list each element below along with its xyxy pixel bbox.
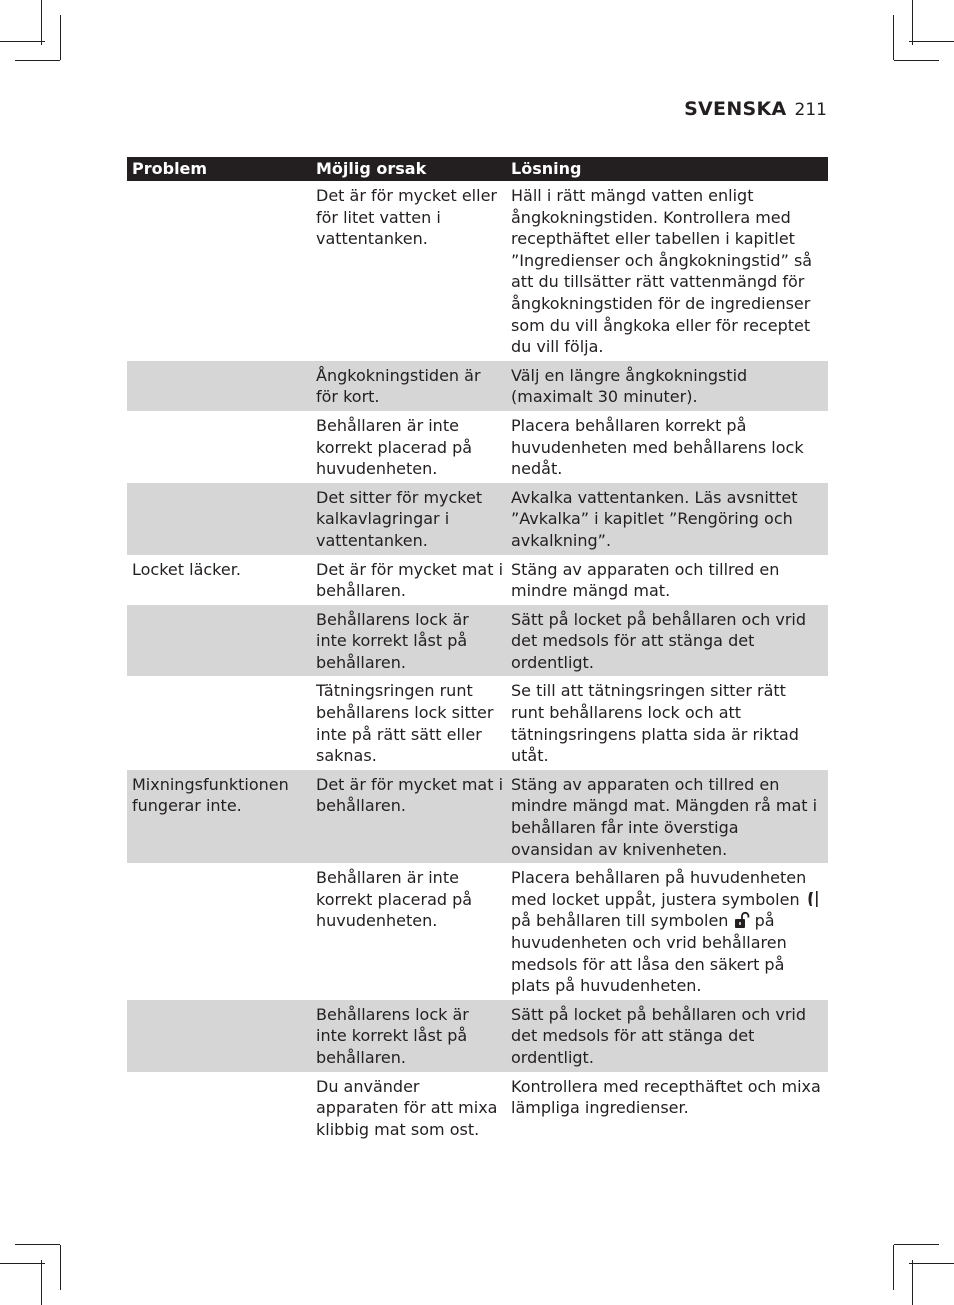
solution-cell: Sätt på locket på behållaren och vrid det medsols för att stänga det ordentligt. <box>511 1004 807 1067</box>
page-header <box>684 98 827 120</box>
problem-cell <box>127 1000 310 1072</box>
table-row <box>127 676 828 769</box>
solution-cell: Avkalka vattentanken. Läs avsnittet ”Avkalka” i kapitlet ”Rengöring och avkalkning”. <box>511 487 798 550</box>
jar-symbol-icon <box>805 890 821 908</box>
solution-text: på huvudenheten och vrid behållaren medsols för att låsa den säkert på plats på huvudenheten. <box>511 911 787 996</box>
crop-mark <box>41 1260 42 1305</box>
cause-cell: Behållarens lock är inte korrekt låst på behållaren. <box>316 609 469 672</box>
solution-cell: Stäng av apparaten och tillred en mindre mängd mat. <box>511 559 780 601</box>
solution-cell: Sätt på locket på behållaren och vrid det medsols för att stänga det ordentligt. <box>511 609 807 672</box>
crop-mark <box>0 1263 45 1264</box>
crop-mark <box>912 0 913 45</box>
column-header-solution: Lösning <box>511 159 582 179</box>
solution-cell: Häll i rätt mängd vatten enligt ångkokningstiden. Kontrollera med recepthäftet eller tabellen i kapitlet ”Ingredienser och ångkokningstid” så att du tillsätter rätt vattenmängd för ångkokningstiden för de ingredienser som du vill ångkoka eller för receptet du vill följa. <box>511 186 813 357</box>
crop-mark <box>0 41 45 42</box>
crop-mark <box>15 1244 60 1245</box>
cause-cell: Du använder apparaten för att mixa klibbig mat som ost. <box>316 1076 498 1139</box>
problem-cell <box>127 411 310 483</box>
problem-cell <box>127 483 310 555</box>
cause-cell: Det är för mycket eller för litet vatten i vattentanken. <box>316 186 497 249</box>
solution-cell: Kontrollera med recepthäftet och mixa lämpliga ingredienser. <box>511 1076 821 1118</box>
cause-cell: Det sitter för mycket kalkavlagringar i vattentanken. <box>316 487 483 550</box>
problem-cell <box>127 1072 310 1144</box>
table-row <box>127 863 828 1000</box>
solution-text: på behållaren till symbolen <box>511 911 729 931</box>
page-number: 211 <box>794 100 827 120</box>
cause-cell: Det är för mycket mat i behållaren. <box>316 559 504 601</box>
table-header <box>127 157 828 181</box>
table-row <box>127 181 828 361</box>
solution-cell: Se till att tätningsringen sitter rätt runt behållarens lock och att tätningsringens platta sida är riktad utåt. <box>511 681 799 766</box>
unlock-icon <box>734 911 750 929</box>
crop-mark <box>894 60 939 61</box>
cause-cell: Behållaren är inte korrekt placerad på huvudenheten. <box>316 415 473 479</box>
crop-mark <box>894 1244 939 1245</box>
table-row <box>127 555 828 605</box>
crop-mark <box>912 1260 913 1305</box>
crop-mark <box>893 1245 894 1290</box>
crop-mark <box>60 1245 61 1290</box>
cause-cell: Behållaren är inte korrekt placerad på huvudenheten. <box>316 868 473 931</box>
problem-cell: Mixningsfunktionen fungerar inte. <box>132 774 289 816</box>
column-header-cause: Möjlig orsak <box>316 159 427 179</box>
cause-cell: Behållarens lock är inte korrekt låst på behållaren. <box>316 1004 469 1067</box>
problem-cell: Locket läcker. <box>132 559 241 579</box>
problem-cell <box>127 676 310 769</box>
crop-mark <box>41 0 42 45</box>
cause-cell: Det är för mycket mat i behållaren. <box>316 774 504 816</box>
problem-cell <box>127 605 310 677</box>
problem-cell <box>127 181 310 361</box>
table-row <box>127 361 828 411</box>
table-row <box>127 411 828 483</box>
crop-mark <box>15 60 60 61</box>
table-row <box>127 483 828 555</box>
crop-mark <box>60 15 61 60</box>
solution-cell: Stäng av apparaten och tillred en mindre mängd mat. Mängden rå mat i behållaren får inte överstiga ovansidan av knivenheten. <box>511 774 818 859</box>
table-row <box>127 605 828 677</box>
table-row <box>127 1000 828 1072</box>
table-row <box>127 1072 828 1144</box>
solution-cell <box>508 863 828 1000</box>
table-row <box>127 770 828 863</box>
cause-cell: Tätningsringen runt behållarens lock sitter inte på rätt sätt eller saknas. <box>316 681 494 766</box>
crop-mark <box>909 1263 954 1264</box>
crop-mark <box>893 15 894 60</box>
solution-cell: Välj en längre ångkokningstid (maximalt 30 minuter). <box>511 365 748 407</box>
cause-cell: Ångkokningstiden är för kort. <box>316 365 481 407</box>
troubleshooting-table <box>127 157 828 1143</box>
solution-cell: Placera behållaren korrekt på huvudenheten med behållarens lock nedåt. <box>511 415 804 479</box>
solution-text: Placera behållaren på huvudenheten med locket uppåt, justera symbolen <box>511 868 807 909</box>
problem-cell <box>127 863 310 1000</box>
language-label: SVENSKA <box>684 98 787 120</box>
crop-mark <box>909 41 954 42</box>
problem-cell <box>127 361 310 411</box>
column-header-problem: Problem <box>132 159 208 179</box>
